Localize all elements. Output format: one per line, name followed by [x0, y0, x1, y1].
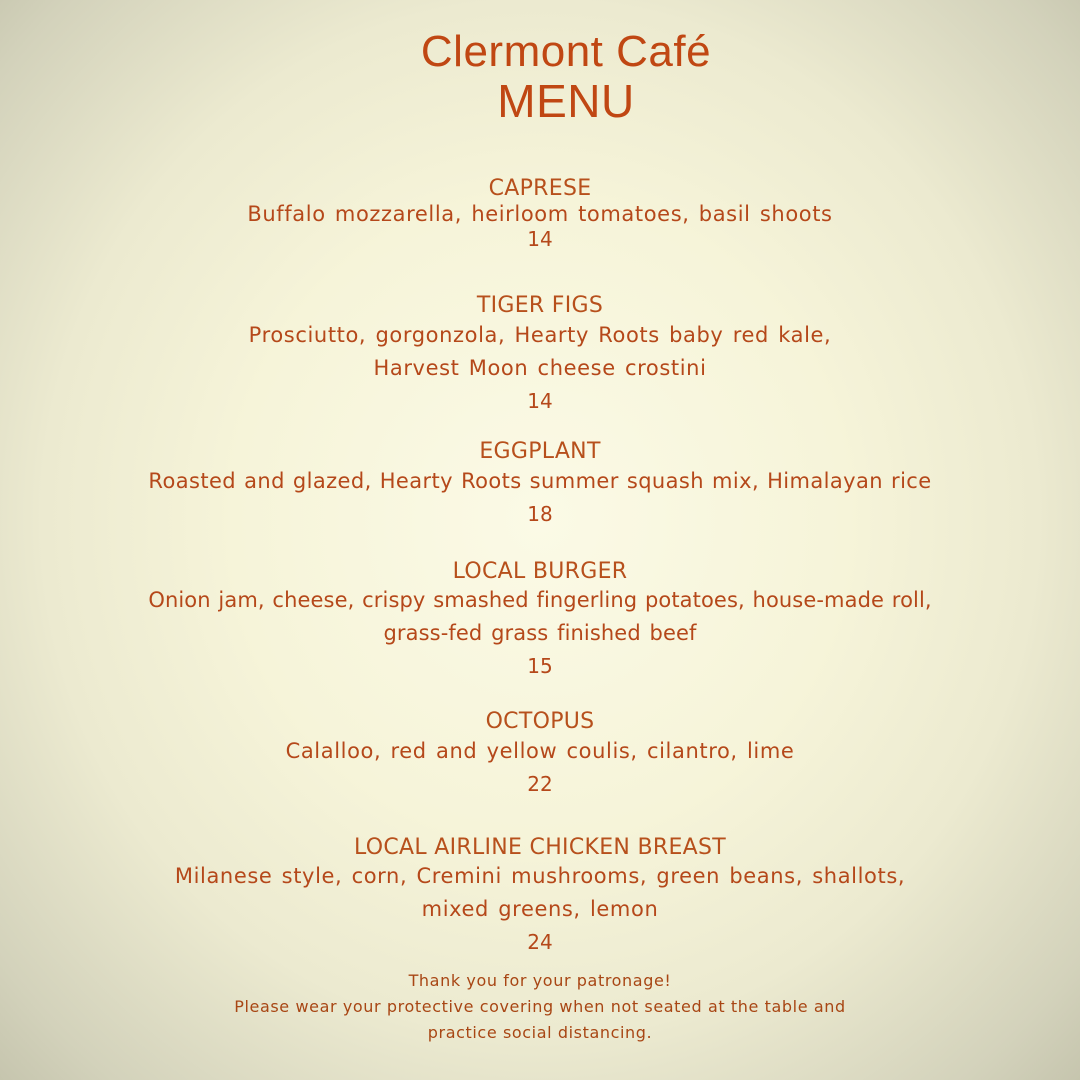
dish-description: Prosciutto, gorgonzola, Hearty Roots baby red kale,: [248, 323, 832, 347]
distancing-note: practice social distancing.: [427, 1023, 653, 1042]
dish-price: 14: [527, 227, 553, 251]
menu-item-tiger-figs: [0, 295, 1080, 417]
dish-price: 18: [527, 502, 553, 526]
dish-description: mixed greens, lemon: [421, 897, 659, 921]
menu-item-chicken-breast: [0, 837, 1080, 958]
dish-description: Roasted and glazed, Hearty Roots summer squash mix, Himalayan rice: [148, 469, 932, 493]
dish-description: grass-fed grass finished beef: [383, 621, 697, 645]
dish-description: Harvest Moon cheese crostini: [373, 356, 707, 380]
menu-item-caprese: [0, 178, 1080, 251]
footer-note: [0, 968, 1080, 1046]
menu-heading: MENU: [497, 75, 635, 127]
dish-name: EGGPLANT: [479, 439, 601, 464]
dish-description: Onion jam, cheese, crispy smashed fingerling potatoes, house-made roll,: [148, 588, 932, 612]
dish-description: Buffalo mozzarella, heirloom tomatoes, basil shoots: [247, 202, 833, 226]
menu-item-eggplant: [0, 441, 1080, 530]
thank-you-note: Thank you for your patronage!: [408, 971, 672, 990]
menu-item-octopus: [0, 711, 1080, 800]
covering-note: Please wear your protective covering when not seated at the table and: [234, 997, 846, 1016]
dish-price: 22: [527, 772, 553, 796]
dish-name: LOCAL AIRLINE CHICKEN BREAST: [353, 835, 727, 860]
menu-item-local-burger: [0, 561, 1080, 682]
dish-price: 24: [527, 930, 553, 954]
dish-name: TIGER FIGS: [476, 293, 604, 318]
dish-description: Milanese style, corn, Cremini mushrooms, green beans, shallots,: [174, 864, 906, 888]
dish-name: CAPRESE: [488, 176, 592, 201]
dish-name: OCTOPUS: [485, 709, 595, 734]
dish-price: 15: [527, 654, 553, 678]
dish-price: 14: [527, 389, 553, 413]
dish-name: LOCAL BURGER: [452, 559, 628, 584]
dish-description: Calalloo, red and yellow coulis, cilantro, lime: [285, 739, 795, 763]
restaurant-name: Clermont Café: [420, 27, 712, 76]
